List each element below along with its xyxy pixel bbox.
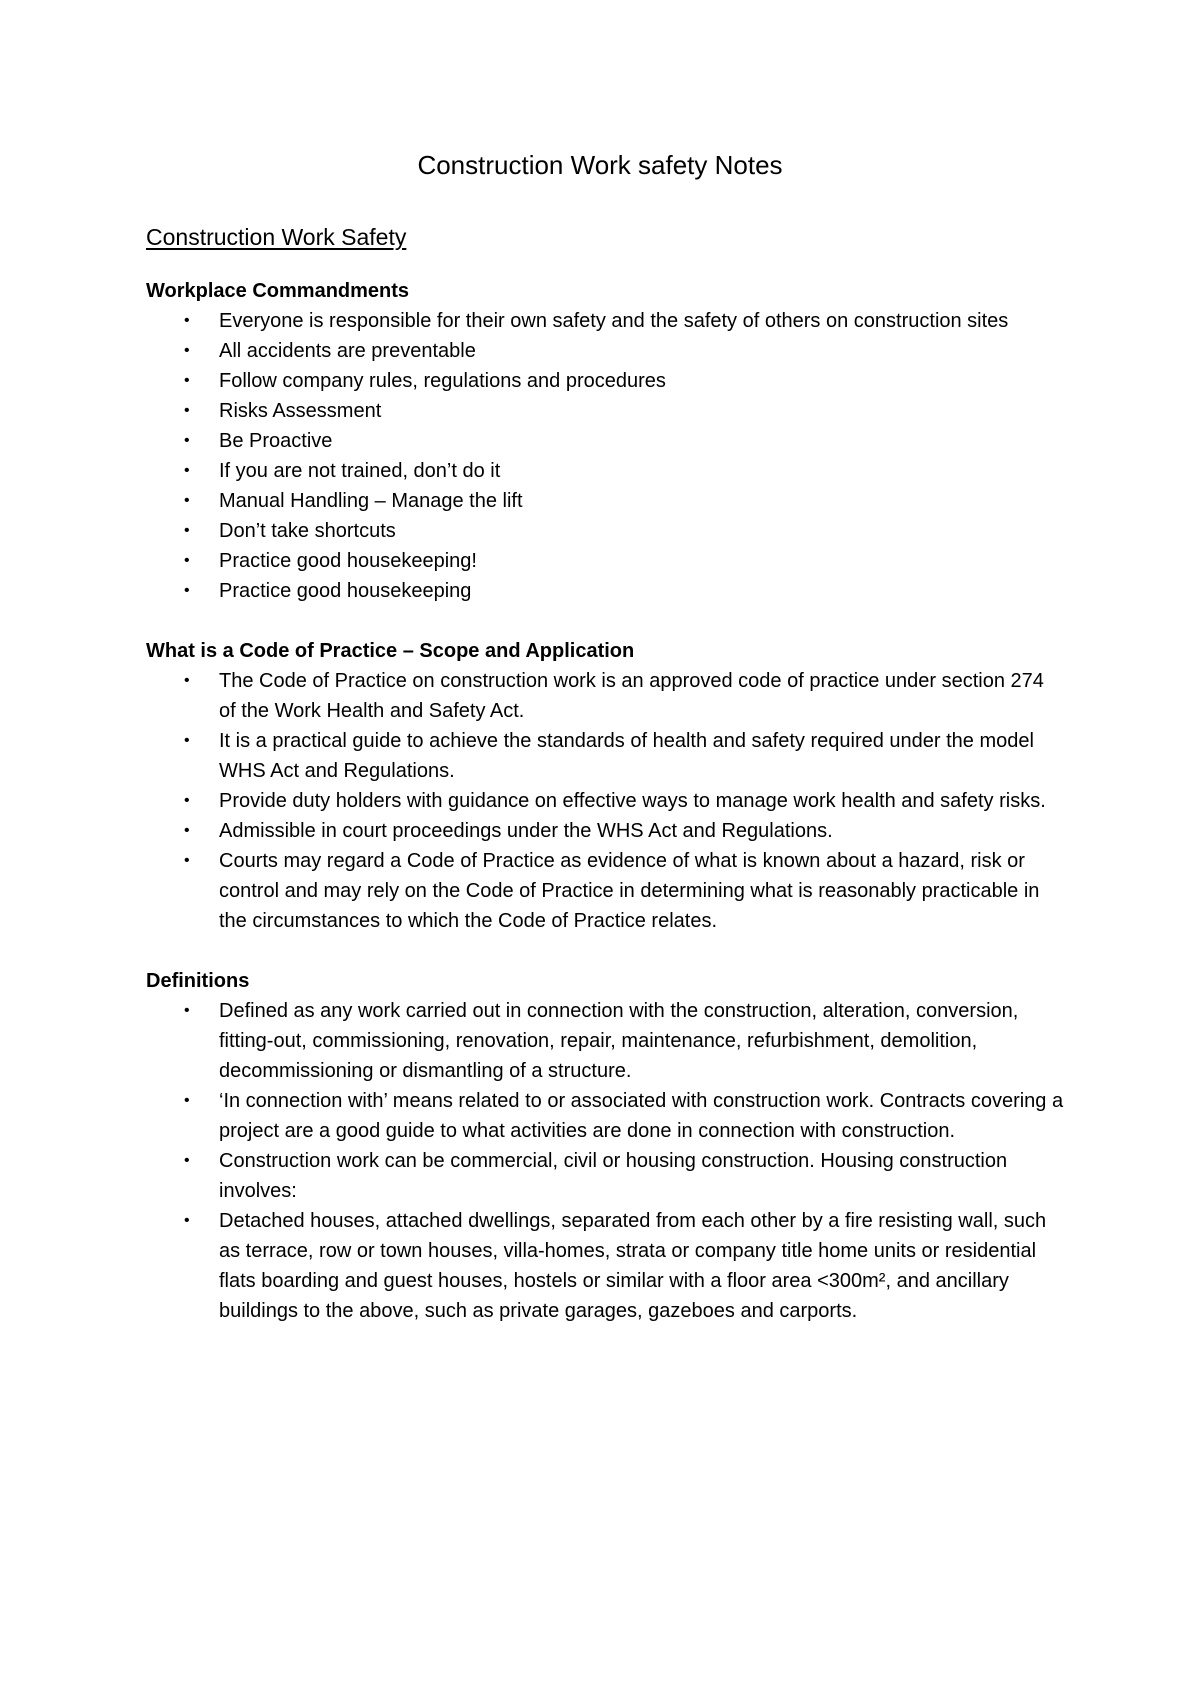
bullet-icon: • <box>184 432 190 449</box>
bullet-icon: • <box>184 852 190 869</box>
list-item-text: Defined as any work carried out in connection with the construction, alteration, conversion, fitting-out, commissioning, renovation, repair, maintenance, refurbishment, demolition, decommissioning or dismantling of a structure. <box>219 1000 1019 1082</box>
list-item-text: Follow company rules, regulations and procedures <box>219 370 666 392</box>
spacer <box>146 936 1066 966</box>
section-code-of-practice <box>146 636 1066 936</box>
bullet-icon: • <box>184 312 190 329</box>
list-item-text: Manual Handling – Manage the lift <box>219 490 523 512</box>
list-item-text: Everyone is responsible for their own safety and the safety of others on construction sites <box>219 310 1009 332</box>
section-definitions <box>146 966 1066 1326</box>
bullet-icon: • <box>184 552 190 569</box>
document-body <box>146 222 1066 1326</box>
bullet-icon: • <box>184 792 190 809</box>
list-item-text: Risks Assessment <box>219 400 382 422</box>
list-item-text: Practice good housekeeping <box>219 580 472 602</box>
list-item <box>146 816 1066 846</box>
bullet-icon: • <box>184 732 190 749</box>
list-item-text: ‘In connection with’ means related to or associated with construction work. Contracts covering a project are a good guide to what activities are done in connection with construction. <box>219 1090 1064 1142</box>
list-item-text: It is a practical guide to achieve the standards of health and safety required under the model WHS Act and Regulations. <box>219 730 1034 782</box>
bullet-icon: • <box>184 1212 190 1229</box>
section-heading: Construction Work Safety <box>146 224 407 250</box>
bullet-list <box>146 306 1066 606</box>
list-item-text: All accidents are preventable <box>219 340 476 362</box>
list-item-text: Detached houses, attached dwellings, separated from each other by a fire resisting wall, such as terrace, row or town houses, villa-homes, strata or company title home units or residential flats boarding and guest houses, hostels or similar with a floor area <300m², and ancillary buildings to the above, such as private garages, gazeboes and carports. <box>219 1210 1047 1322</box>
list-item-text: Construction work can be commercial, civil or housing construction. Housing construction involves: <box>219 1150 1008 1202</box>
list-item <box>146 336 1066 366</box>
bullet-list <box>146 996 1066 1326</box>
list-item <box>146 1206 1066 1326</box>
bullet-icon: • <box>184 462 190 479</box>
list-item <box>146 396 1066 426</box>
list-item <box>146 666 1066 726</box>
list-item <box>146 486 1066 516</box>
list-item <box>146 996 1066 1086</box>
bullet-list <box>146 666 1066 936</box>
list-item <box>146 726 1066 786</box>
list-item <box>146 1146 1066 1206</box>
subsection-heading: What is a Code of Practice – Scope and Application <box>146 640 635 662</box>
list-item-text: Courts may regard a Code of Practice as evidence of what is known about a hazard, risk or control and may rely on the Code of Practice in determining what is reasonably practicable in the circumstances to which the Code of Practice relates. <box>219 850 1040 932</box>
bullet-icon: • <box>184 1152 190 1169</box>
bullet-icon: • <box>184 1092 190 1109</box>
document-title: Construction Work safety Notes <box>417 150 783 180</box>
list-item-text: Don’t take shortcuts <box>219 520 396 542</box>
list-item-text: Be Proactive <box>219 430 333 452</box>
list-item <box>146 456 1066 486</box>
bullet-icon: • <box>184 822 190 839</box>
bullet-icon: • <box>184 672 190 689</box>
bullet-icon: • <box>184 372 190 389</box>
subsection-heading: Workplace Commandments <box>146 280 410 302</box>
list-item <box>146 306 1066 336</box>
section-workplace-commandments <box>146 276 1066 606</box>
list-item <box>146 1086 1066 1146</box>
bullet-icon: • <box>184 582 190 599</box>
spacer <box>146 606 1066 636</box>
list-item-text: If you are not trained, don’t do it <box>219 460 501 482</box>
list-item-text: Provide duty holders with guidance on effective ways to manage work health and safety risks. <box>219 790 1046 812</box>
list-item-text: Admissible in court proceedings under the WHS Act and Regulations. <box>219 820 833 842</box>
subsection-heading: Definitions <box>146 970 250 992</box>
list-item <box>146 846 1066 936</box>
list-item <box>146 366 1066 396</box>
list-item <box>146 546 1066 576</box>
list-item-text: The Code of Practice on construction work is an approved code of practice under section 274 of the Work Health and Safety Act. <box>219 670 1044 722</box>
bullet-icon: • <box>184 492 190 509</box>
bullet-icon: • <box>184 342 190 359</box>
list-item <box>146 576 1066 606</box>
list-item <box>146 786 1066 816</box>
bullet-icon: • <box>184 1002 190 1019</box>
list-item <box>146 426 1066 456</box>
list-item <box>146 516 1066 546</box>
bullet-icon: • <box>184 522 190 539</box>
bullet-icon: • <box>184 402 190 419</box>
list-item-text: Practice good housekeeping! <box>219 550 477 572</box>
